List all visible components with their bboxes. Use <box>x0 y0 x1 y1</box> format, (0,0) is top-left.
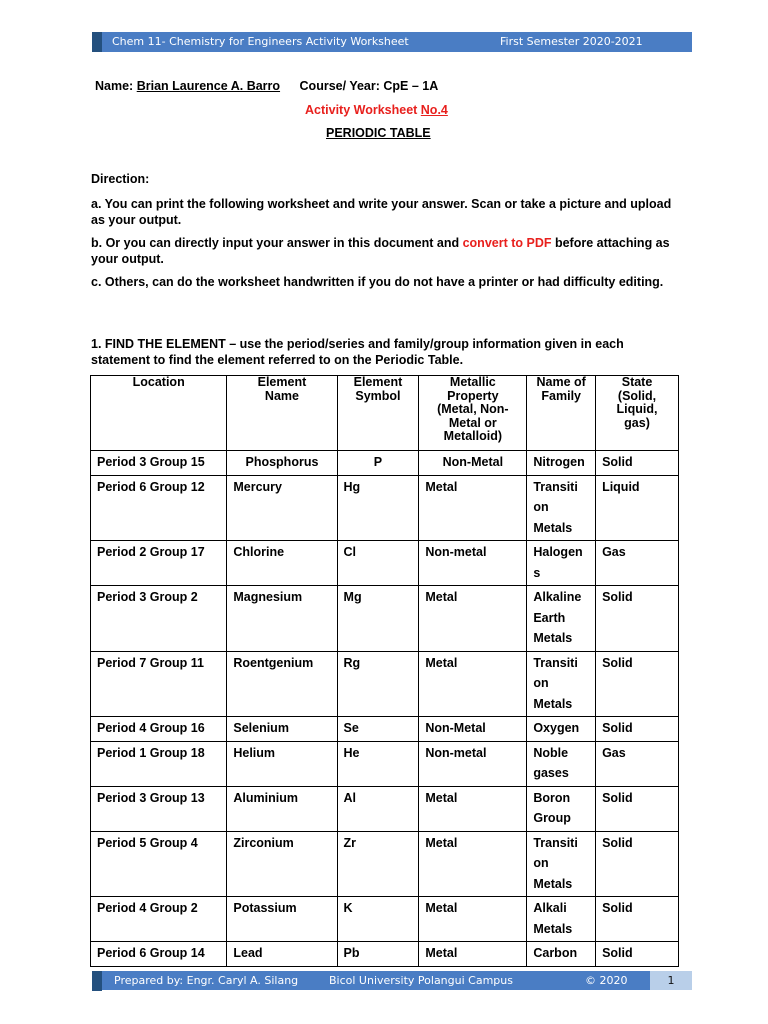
cell-location: Period 5 Group 4 <box>91 831 227 897</box>
cell-family: Nitrogen <box>527 451 596 476</box>
cell-element-name: Phosphorus <box>227 451 337 476</box>
cell-location: Period 7 Group 11 <box>91 651 227 717</box>
task-instruction: 1. FIND THE ELEMENT – use the period/series and family/group information given in each statement to find the element referred to on the Periodic Table. <box>91 337 624 367</box>
table-body <box>91 451 679 967</box>
cell-metallic-property: Metal <box>419 475 527 541</box>
page-number: 1 <box>650 971 692 990</box>
cell-metallic-property: Metal <box>419 651 527 717</box>
table-row <box>91 786 679 831</box>
cell-element-symbol: Mg <box>337 586 419 652</box>
cell-family: Carbon <box>527 942 596 967</box>
cell-element-symbol: Zr <box>337 831 419 897</box>
cell-location: Period 1 Group 18 <box>91 741 227 786</box>
table-row <box>91 586 679 652</box>
cell-metallic-property: Metal <box>419 897 527 942</box>
header-band-edge <box>92 32 102 52</box>
prepared-by: Prepared by: Engr. Caryl A. Silang <box>114 974 299 987</box>
cell-family: Oxygen <box>527 717 596 742</box>
table-row <box>91 541 679 586</box>
cell-family: Transiti on Metals <box>527 475 596 541</box>
worksheet-number: No.4 <box>420 103 448 117</box>
table-row <box>91 831 679 897</box>
direction-b <box>91 235 681 267</box>
cell-family: Boron Group <box>527 786 596 831</box>
table-row <box>91 897 679 942</box>
cell-element-symbol: Hg <box>337 475 419 541</box>
direction-b-text: b. Or you can directly input your answer in this document and <box>91 236 463 250</box>
header-element-name: Element Name <box>227 376 337 451</box>
cell-family: Transiti on Metals <box>527 831 596 897</box>
cell-metallic-property: Metal <box>419 942 527 967</box>
cell-element-symbol: K <box>337 897 419 942</box>
direction-b-end: before attaching as your output. <box>91 236 670 266</box>
cell-state: Gas <box>596 541 679 586</box>
cell-state: Solid <box>596 831 679 897</box>
worksheet-title-prefix: Activity Worksheet <box>305 103 421 117</box>
cell-metallic-property: Non-metal <box>419 741 527 786</box>
cell-element-name: Chlorine <box>227 541 337 586</box>
course-title: Chem 11- Chemistry for Engineers Activity Worksheet <box>112 35 409 48</box>
direction-c: c. Others, can do the worksheet handwritten if you do not have a printer or had difficulty editing. <box>91 275 664 289</box>
cell-element-symbol: P <box>337 451 419 476</box>
cell-location: Period 3 Group 13 <box>91 786 227 831</box>
cell-state: Solid <box>596 586 679 652</box>
course-year: Course/ Year: CpE – 1A <box>299 79 439 93</box>
student-info <box>95 79 438 93</box>
cell-metallic-property: Metal <box>419 786 527 831</box>
direction-a: a. You can print the following worksheet and write your answer. Scan or take a picture and upload as your output. <box>91 197 672 227</box>
direction-heading: Direction: <box>91 172 150 186</box>
cell-element-name: Selenium <box>227 717 337 742</box>
cell-element-symbol: Pb <box>337 942 419 967</box>
cell-element-symbol: Rg <box>337 651 419 717</box>
cell-location: Period 6 Group 12 <box>91 475 227 541</box>
cell-element-symbol: Se <box>337 717 419 742</box>
header-family: Name of Family <box>527 376 596 451</box>
semester-label: First Semester 2020-2021 <box>500 35 643 48</box>
cell-element-name: Aluminium <box>227 786 337 831</box>
header-state: State (Solid, Liquid, gas) <box>596 376 679 451</box>
cell-element-symbol: Cl <box>337 541 419 586</box>
cell-state: Solid <box>596 786 679 831</box>
header-metallic-property: Metallic Property (Metal, Non- Metal or Metalloid) <box>419 376 527 451</box>
cell-family: Alkaline Earth Metals <box>527 586 596 652</box>
cell-metallic-property: Non-Metal <box>419 717 527 742</box>
cell-state: Solid <box>596 897 679 942</box>
table-row <box>91 451 679 476</box>
name-label: Name: <box>95 79 134 93</box>
cell-metallic-property: Non-Metal <box>419 451 527 476</box>
cell-location: Period 4 Group 2 <box>91 897 227 942</box>
cell-element-symbol: Al <box>337 786 419 831</box>
table-row <box>91 475 679 541</box>
cell-state: Solid <box>596 942 679 967</box>
cell-element-name: Mercury <box>227 475 337 541</box>
cell-element-name: Magnesium <box>227 586 337 652</box>
table-row <box>91 651 679 717</box>
footer-band <box>92 971 692 990</box>
header-band <box>92 32 692 52</box>
table-row <box>91 942 679 967</box>
footer-band-edge <box>92 971 102 991</box>
element-table <box>90 375 679 967</box>
cell-metallic-property: Non-metal <box>419 541 527 586</box>
cell-state: Solid <box>596 717 679 742</box>
cell-metallic-property: Metal <box>419 586 527 652</box>
cell-location: Period 6 Group 14 <box>91 942 227 967</box>
copyright: © 2020 <box>585 974 628 987</box>
cell-state: Liquid <box>596 475 679 541</box>
cell-element-name: Potassium <box>227 897 337 942</box>
cell-family: Noble gases <box>527 741 596 786</box>
cell-element-symbol: He <box>337 741 419 786</box>
convert-to-pdf-text: convert to PDF <box>462 236 552 250</box>
cell-metallic-property: Metal <box>419 831 527 897</box>
cell-element-name: Roentgenium <box>227 651 337 717</box>
cell-location: Period 4 Group 16 <box>91 717 227 742</box>
cell-element-name: Zirconium <box>227 831 337 897</box>
cell-element-name: Helium <box>227 741 337 786</box>
header-element-symbol: Element Symbol <box>337 376 419 451</box>
table-header-row <box>91 376 679 451</box>
cell-state: Solid <box>596 451 679 476</box>
cell-location: Period 2 Group 17 <box>91 541 227 586</box>
cell-location: Period 3 Group 15 <box>91 451 227 476</box>
cell-family: Transiti on Metals <box>527 651 596 717</box>
campus-name: Bicol University Polangui Campus <box>329 974 513 987</box>
table-row <box>91 717 679 742</box>
cell-state: Solid <box>596 651 679 717</box>
worksheet-topic: PERIODIC TABLE <box>326 126 431 140</box>
student-name: Brian Laurence A. Barro <box>136 79 281 93</box>
table-row <box>91 741 679 786</box>
cell-location: Period 3 Group 2 <box>91 586 227 652</box>
cell-family: Halogen s <box>527 541 596 586</box>
cell-state: Gas <box>596 741 679 786</box>
header-location: Location <box>91 376 227 451</box>
worksheet-title <box>305 103 448 117</box>
cell-family: Alkali Metals <box>527 897 596 942</box>
cell-element-name: Lead <box>227 942 337 967</box>
